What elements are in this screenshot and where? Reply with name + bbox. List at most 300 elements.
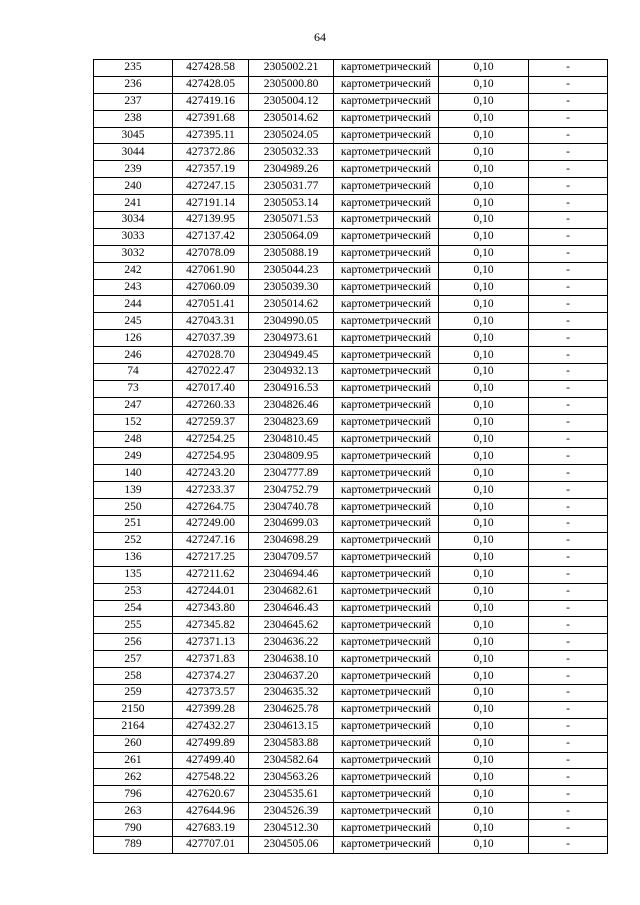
table-row [94,60,608,77]
note-cell: - [529,364,608,381]
point-number-cell: 2164 [94,718,173,735]
y-coordinate-cell: 2305064.09 [249,228,334,245]
table-row [94,752,608,769]
table-row [94,684,608,701]
point-number-cell: 254 [94,600,173,617]
note-cell: - [529,195,608,212]
note-cell: - [529,752,608,769]
note-cell: - [529,60,608,77]
x-coordinate-cell: 427371.83 [173,651,249,668]
method-cell: картометрический [334,212,439,229]
accuracy-cell: 0,10 [439,465,529,482]
table-row [94,769,608,786]
table-row [94,127,608,144]
table-row [94,600,608,617]
x-coordinate-cell: 427260.33 [173,397,249,414]
accuracy-cell: 0,10 [439,245,529,262]
x-coordinate-cell: 427028.70 [173,347,249,364]
accuracy-cell: 0,10 [439,600,529,617]
accuracy-cell: 0,10 [439,431,529,448]
point-number-cell: 242 [94,262,173,279]
note-cell: - [529,549,608,566]
method-cell: картометрический [334,279,439,296]
point-number-cell: 789 [94,836,173,853]
y-coordinate-cell: 2304973.61 [249,330,334,347]
method-cell: картометрический [334,752,439,769]
note-cell: - [529,448,608,465]
point-number-cell: 252 [94,532,173,549]
x-coordinate-cell: 427499.89 [173,735,249,752]
accuracy-cell: 0,10 [439,836,529,853]
table-row [94,262,608,279]
table-row [94,144,608,161]
method-cell: картометрический [334,228,439,245]
x-coordinate-cell: 427391.68 [173,110,249,127]
note-cell: - [529,803,608,820]
table-row [94,786,608,803]
accuracy-cell: 0,10 [439,684,529,701]
note-cell: - [529,414,608,431]
method-cell: картометрический [334,313,439,330]
method-cell: картометрический [334,718,439,735]
point-number-cell: 3045 [94,127,173,144]
y-coordinate-cell: 2304990.05 [249,313,334,330]
table-row [94,195,608,212]
y-coordinate-cell: 2304777.89 [249,465,334,482]
y-coordinate-cell: 2304826.46 [249,397,334,414]
method-cell: картометрический [334,414,439,431]
x-coordinate-cell: 427264.75 [173,499,249,516]
x-coordinate-cell: 427017.40 [173,380,249,397]
note-cell: - [529,651,608,668]
point-number-cell: 135 [94,566,173,583]
method-cell: картометрический [334,820,439,837]
x-coordinate-cell: 427259.37 [173,414,249,431]
accuracy-cell: 0,10 [439,380,529,397]
y-coordinate-cell: 2304823.69 [249,414,334,431]
note-cell: - [529,431,608,448]
x-coordinate-cell: 427249.00 [173,516,249,533]
note-cell: - [529,296,608,313]
method-cell: картометрический [334,330,439,347]
point-number-cell: 3044 [94,144,173,161]
table-row [94,465,608,482]
y-coordinate-cell: 2304636.22 [249,634,334,651]
point-number-cell: 796 [94,786,173,803]
point-number-cell: 126 [94,330,173,347]
x-coordinate-cell: 427022.47 [173,364,249,381]
table-row [94,549,608,566]
method-cell: картометрический [334,735,439,752]
accuracy-cell: 0,10 [439,161,529,178]
x-coordinate-cell: 427043.31 [173,313,249,330]
y-coordinate-cell: 2304582.64 [249,752,334,769]
accuracy-cell: 0,10 [439,279,529,296]
note-cell: - [529,178,608,195]
accuracy-cell: 0,10 [439,212,529,229]
accuracy-cell: 0,10 [439,718,529,735]
y-coordinate-cell: 2304932.13 [249,364,334,381]
table-row [94,245,608,262]
method-cell: картометрический [334,110,439,127]
point-number-cell: 246 [94,347,173,364]
note-cell: - [529,634,608,651]
accuracy-cell: 0,10 [439,110,529,127]
y-coordinate-cell: 2304949.45 [249,347,334,364]
y-coordinate-cell: 2305014.62 [249,110,334,127]
note-cell: - [529,313,608,330]
point-number-cell: 238 [94,110,173,127]
method-cell: картометрический [334,634,439,651]
point-number-cell: 259 [94,684,173,701]
y-coordinate-cell: 2304682.61 [249,583,334,600]
note-cell: - [529,144,608,161]
x-coordinate-cell: 427061.90 [173,262,249,279]
y-coordinate-cell: 2304563.26 [249,769,334,786]
y-coordinate-cell: 2304505.06 [249,836,334,853]
point-number-cell: 245 [94,313,173,330]
point-number-cell: 790 [94,820,173,837]
x-coordinate-cell: 427357.19 [173,161,249,178]
point-number-cell: 139 [94,482,173,499]
point-number-cell: 3034 [94,212,173,229]
note-cell: - [529,380,608,397]
table-row [94,431,608,448]
note-cell: - [529,566,608,583]
y-coordinate-cell: 2304613.15 [249,718,334,735]
note-cell: - [529,279,608,296]
y-coordinate-cell: 2305000.80 [249,76,334,93]
table-row [94,380,608,397]
y-coordinate-cell: 2305024.05 [249,127,334,144]
accuracy-cell: 0,10 [439,347,529,364]
accuracy-cell: 0,10 [439,701,529,718]
table-body [94,60,608,854]
table-row [94,651,608,668]
accuracy-cell: 0,10 [439,93,529,110]
note-cell: - [529,600,608,617]
y-coordinate-cell: 2304809.95 [249,448,334,465]
y-coordinate-cell: 2304752.79 [249,482,334,499]
note-cell: - [529,465,608,482]
point-number-cell: 257 [94,651,173,668]
note-cell: - [529,684,608,701]
method-cell: картометрический [334,347,439,364]
x-coordinate-cell: 427373.57 [173,684,249,701]
note-cell: - [529,76,608,93]
table-row [94,836,608,853]
x-coordinate-cell: 427244.01 [173,583,249,600]
y-coordinate-cell: 2305031.77 [249,178,334,195]
method-cell: картометрический [334,684,439,701]
point-number-cell: 235 [94,60,173,77]
accuracy-cell: 0,10 [439,448,529,465]
note-cell: - [529,397,608,414]
table-row [94,583,608,600]
x-coordinate-cell: 427078.09 [173,245,249,262]
y-coordinate-cell: 2304740.78 [249,499,334,516]
x-coordinate-cell: 427374.27 [173,668,249,685]
x-coordinate-cell: 427371.13 [173,634,249,651]
accuracy-cell: 0,10 [439,769,529,786]
table-row [94,228,608,245]
y-coordinate-cell: 2305004.12 [249,93,334,110]
method-cell: картометрический [334,448,439,465]
x-coordinate-cell: 427254.95 [173,448,249,465]
point-number-cell: 140 [94,465,173,482]
table-row [94,668,608,685]
accuracy-cell: 0,10 [439,651,529,668]
coordinates-table [93,59,608,854]
accuracy-cell: 0,10 [439,549,529,566]
table-row [94,93,608,110]
y-coordinate-cell: 2305044.23 [249,262,334,279]
x-coordinate-cell: 427395.11 [173,127,249,144]
accuracy-cell: 0,10 [439,414,529,431]
method-cell: картометрический [334,769,439,786]
accuracy-cell: 0,10 [439,330,529,347]
x-coordinate-cell: 427428.05 [173,76,249,93]
accuracy-cell: 0,10 [439,634,529,651]
table-row [94,296,608,313]
accuracy-cell: 0,10 [439,313,529,330]
x-coordinate-cell: 427051.41 [173,296,249,313]
method-cell: картометрический [334,245,439,262]
method-cell: картометрический [334,482,439,499]
table-row [94,735,608,752]
y-coordinate-cell: 2305053.14 [249,195,334,212]
y-coordinate-cell: 2304635.32 [249,684,334,701]
method-cell: картометрический [334,836,439,853]
table-row [94,161,608,178]
table-row [94,499,608,516]
note-cell: - [529,482,608,499]
x-coordinate-cell: 427707.01 [173,836,249,853]
method-cell: картометрический [334,397,439,414]
y-coordinate-cell: 2304989.26 [249,161,334,178]
table-row [94,482,608,499]
method-cell: картометрический [334,178,439,195]
note-cell: - [529,127,608,144]
y-coordinate-cell: 2304583.88 [249,735,334,752]
note-cell: - [529,228,608,245]
point-number-cell: 136 [94,549,173,566]
x-coordinate-cell: 427137.42 [173,228,249,245]
y-coordinate-cell: 2305032.33 [249,144,334,161]
method-cell: картометрический [334,803,439,820]
note-cell: - [529,532,608,549]
table-row [94,634,608,651]
point-number-cell: 256 [94,634,173,651]
y-coordinate-cell: 2304709.57 [249,549,334,566]
accuracy-cell: 0,10 [439,296,529,313]
method-cell: картометрический [334,364,439,381]
method-cell: картометрический [334,161,439,178]
accuracy-cell: 0,10 [439,532,529,549]
accuracy-cell: 0,10 [439,397,529,414]
y-coordinate-cell: 2304535.61 [249,786,334,803]
accuracy-cell: 0,10 [439,583,529,600]
note-cell: - [529,820,608,837]
x-coordinate-cell: 427432.27 [173,718,249,735]
note-cell: - [529,330,608,347]
x-coordinate-cell: 427644.96 [173,803,249,820]
table-row [94,347,608,364]
note-cell: - [529,617,608,634]
point-number-cell: 240 [94,178,173,195]
point-number-cell: 260 [94,735,173,752]
table-row [94,279,608,296]
note-cell: - [529,262,608,279]
x-coordinate-cell: 427191.14 [173,195,249,212]
table-row [94,330,608,347]
accuracy-cell: 0,10 [439,228,529,245]
x-coordinate-cell: 427060.09 [173,279,249,296]
table-row [94,820,608,837]
accuracy-cell: 0,10 [439,144,529,161]
point-number-cell: 248 [94,431,173,448]
y-coordinate-cell: 2304637.20 [249,668,334,685]
table-row [94,448,608,465]
x-coordinate-cell: 427548.22 [173,769,249,786]
point-number-cell: 262 [94,769,173,786]
method-cell: картометрический [334,516,439,533]
x-coordinate-cell: 427683.19 [173,820,249,837]
table-row [94,532,608,549]
note-cell: - [529,668,608,685]
method-cell: картометрический [334,296,439,313]
table-row [94,76,608,93]
y-coordinate-cell: 2304699.03 [249,516,334,533]
point-number-cell: 243 [94,279,173,296]
note-cell: - [529,347,608,364]
y-coordinate-cell: 2304645.62 [249,617,334,634]
method-cell: картометрический [334,380,439,397]
method-cell: картометрический [334,262,439,279]
table-row [94,110,608,127]
point-number-cell: 249 [94,448,173,465]
method-cell: картометрический [334,76,439,93]
y-coordinate-cell: 2305071.53 [249,212,334,229]
accuracy-cell: 0,10 [439,617,529,634]
accuracy-cell: 0,10 [439,499,529,516]
accuracy-cell: 0,10 [439,195,529,212]
x-coordinate-cell: 427247.15 [173,178,249,195]
table-row [94,212,608,229]
point-number-cell: 261 [94,752,173,769]
method-cell: картометрический [334,195,439,212]
point-number-cell: 253 [94,583,173,600]
table-row [94,516,608,533]
method-cell: картометрический [334,532,439,549]
method-cell: картометрический [334,617,439,634]
method-cell: картометрический [334,566,439,583]
x-coordinate-cell: 427372.86 [173,144,249,161]
y-coordinate-cell: 2304512.30 [249,820,334,837]
accuracy-cell: 0,10 [439,60,529,77]
note-cell: - [529,499,608,516]
point-number-cell: 236 [94,76,173,93]
x-coordinate-cell: 427139.95 [173,212,249,229]
note-cell: - [529,212,608,229]
method-cell: картометрический [334,144,439,161]
point-number-cell: 244 [94,296,173,313]
point-number-cell: 152 [94,414,173,431]
accuracy-cell: 0,10 [439,178,529,195]
table-row [94,397,608,414]
point-number-cell: 251 [94,516,173,533]
x-coordinate-cell: 427233.37 [173,482,249,499]
x-coordinate-cell: 427211.62 [173,566,249,583]
x-coordinate-cell: 427217.25 [173,549,249,566]
note-cell: - [529,769,608,786]
method-cell: картометрический [334,465,439,482]
accuracy-cell: 0,10 [439,566,529,583]
accuracy-cell: 0,10 [439,820,529,837]
point-number-cell: 3033 [94,228,173,245]
table-row [94,803,608,820]
note-cell: - [529,93,608,110]
method-cell: картометрический [334,583,439,600]
note-cell: - [529,516,608,533]
method-cell: картометрический [334,600,439,617]
point-number-cell: 263 [94,803,173,820]
note-cell: - [529,161,608,178]
x-coordinate-cell: 427428.58 [173,60,249,77]
table-row [94,178,608,195]
point-number-cell: 255 [94,617,173,634]
method-cell: картометрический [334,668,439,685]
accuracy-cell: 0,10 [439,752,529,769]
note-cell: - [529,836,608,853]
y-coordinate-cell: 2304646.43 [249,600,334,617]
accuracy-cell: 0,10 [439,803,529,820]
accuracy-cell: 0,10 [439,668,529,685]
y-coordinate-cell: 2304810.45 [249,431,334,448]
method-cell: картометрический [334,127,439,144]
y-coordinate-cell: 2304526.39 [249,803,334,820]
x-coordinate-cell: 427345.82 [173,617,249,634]
y-coordinate-cell: 2304916.53 [249,380,334,397]
method-cell: картометрический [334,651,439,668]
x-coordinate-cell: 427343.80 [173,600,249,617]
table-row [94,701,608,718]
y-coordinate-cell: 2304638.10 [249,651,334,668]
table-row [94,718,608,735]
x-coordinate-cell: 427243.20 [173,465,249,482]
method-cell: картометрический [334,431,439,448]
point-number-cell: 74 [94,364,173,381]
method-cell: картометрический [334,701,439,718]
accuracy-cell: 0,10 [439,735,529,752]
accuracy-cell: 0,10 [439,262,529,279]
method-cell: картометрический [334,549,439,566]
y-coordinate-cell: 2305088.19 [249,245,334,262]
note-cell: - [529,735,608,752]
method-cell: картометрический [334,499,439,516]
note-cell: - [529,110,608,127]
y-coordinate-cell: 2305014.62 [249,296,334,313]
table-row [94,617,608,634]
accuracy-cell: 0,10 [439,786,529,803]
note-cell: - [529,701,608,718]
note-cell: - [529,786,608,803]
point-number-cell: 237 [94,93,173,110]
x-coordinate-cell: 427037.39 [173,330,249,347]
point-number-cell: 250 [94,499,173,516]
method-cell: картометрический [334,60,439,77]
method-cell: картометрический [334,786,439,803]
